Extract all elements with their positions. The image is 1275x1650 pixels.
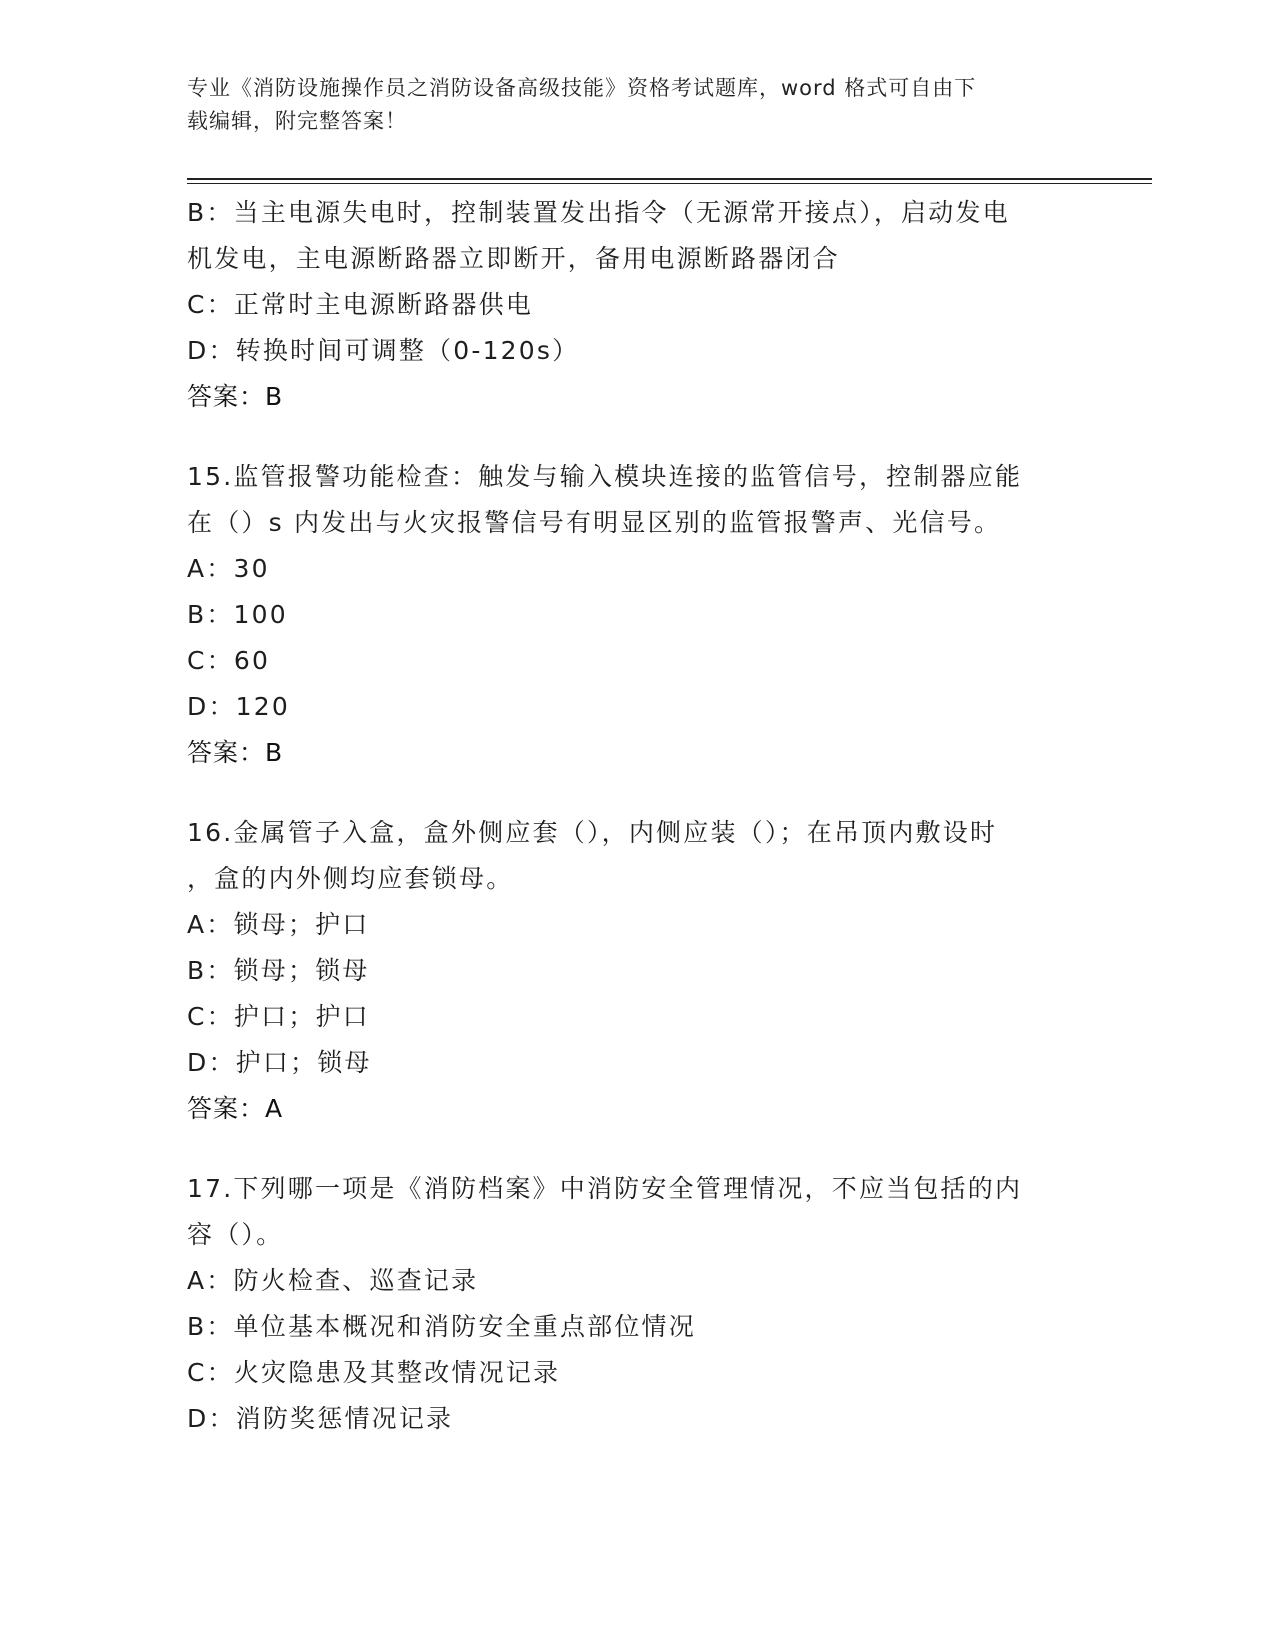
option-b: B：单位基本概况和消防安全重点部位情况	[187, 1312, 696, 1341]
question-stem-line-2: ，盒的内外侧均应套锁母。	[187, 864, 514, 893]
option-d: D：消防奖惩情况记录	[187, 1404, 454, 1433]
option-c: C：火灾隐患及其整改情况记录	[187, 1358, 561, 1387]
answer-16: 答案：A	[187, 1094, 284, 1123]
question-stem-line-1: 15.监管报警功能检查：触发与输入模块连接的监管信号，控制器应能	[187, 462, 1023, 491]
header-rule-thin	[187, 183, 1152, 184]
question-15	[187, 454, 1087, 776]
option-b-line-2: 机发电，主电源断路器立即断开，备用电源断路器闭合	[187, 244, 840, 273]
option-a: A：30	[187, 554, 270, 583]
option-d: D：护口；锁母	[187, 1048, 372, 1077]
question-stem-line-1: 16.金属管子入盒，盒外侧应套（），内侧应装（）；在吊顶内敷设时	[187, 818, 998, 847]
question-stem-line-1: 17.下列哪一项是《消防档案》中消防安全管理情况，不应当包括的内	[187, 1174, 1023, 1203]
question-stem-line-2: 在（）s 内发出与火灾报警信号有明显区别的监管报警声、光信号。	[187, 508, 1002, 537]
question-17	[187, 1166, 1087, 1442]
option-b-line-1: B：当主电源失电时，控制装置发出指令（无源常开接点），启动发电	[187, 198, 1010, 227]
option-a: A：防火检查、巡查记录	[187, 1266, 479, 1295]
option-d: D：转换时间可调整（0-120s）	[187, 336, 580, 365]
option-b: B：100	[187, 600, 288, 629]
option-d: D：120	[187, 692, 290, 721]
answer-15: 答案：B	[187, 738, 284, 767]
option-c: C：正常时主电源断路器供电	[187, 290, 534, 319]
question-stem-line-2: 容（）。	[187, 1220, 284, 1249]
option-b: B：锁母；锁母	[187, 956, 370, 985]
question-16	[187, 810, 1087, 1132]
header-line-2: 载编辑，附完整答案！	[187, 109, 407, 133]
question-list	[187, 190, 1087, 1442]
answer-14: 答案：B	[187, 382, 284, 411]
option-a: A：锁母；护口	[187, 910, 370, 939]
header-line-1: 专业《消防设施操作员之消防设备高级技能》资格考试题库，word 格式可自由下	[187, 76, 977, 100]
option-c: C：60	[187, 646, 271, 675]
option-c: C：护口；护口	[187, 1002, 370, 1031]
question-14	[187, 190, 1087, 420]
header-rule-thick	[187, 178, 1152, 180]
document-header	[187, 72, 1067, 138]
